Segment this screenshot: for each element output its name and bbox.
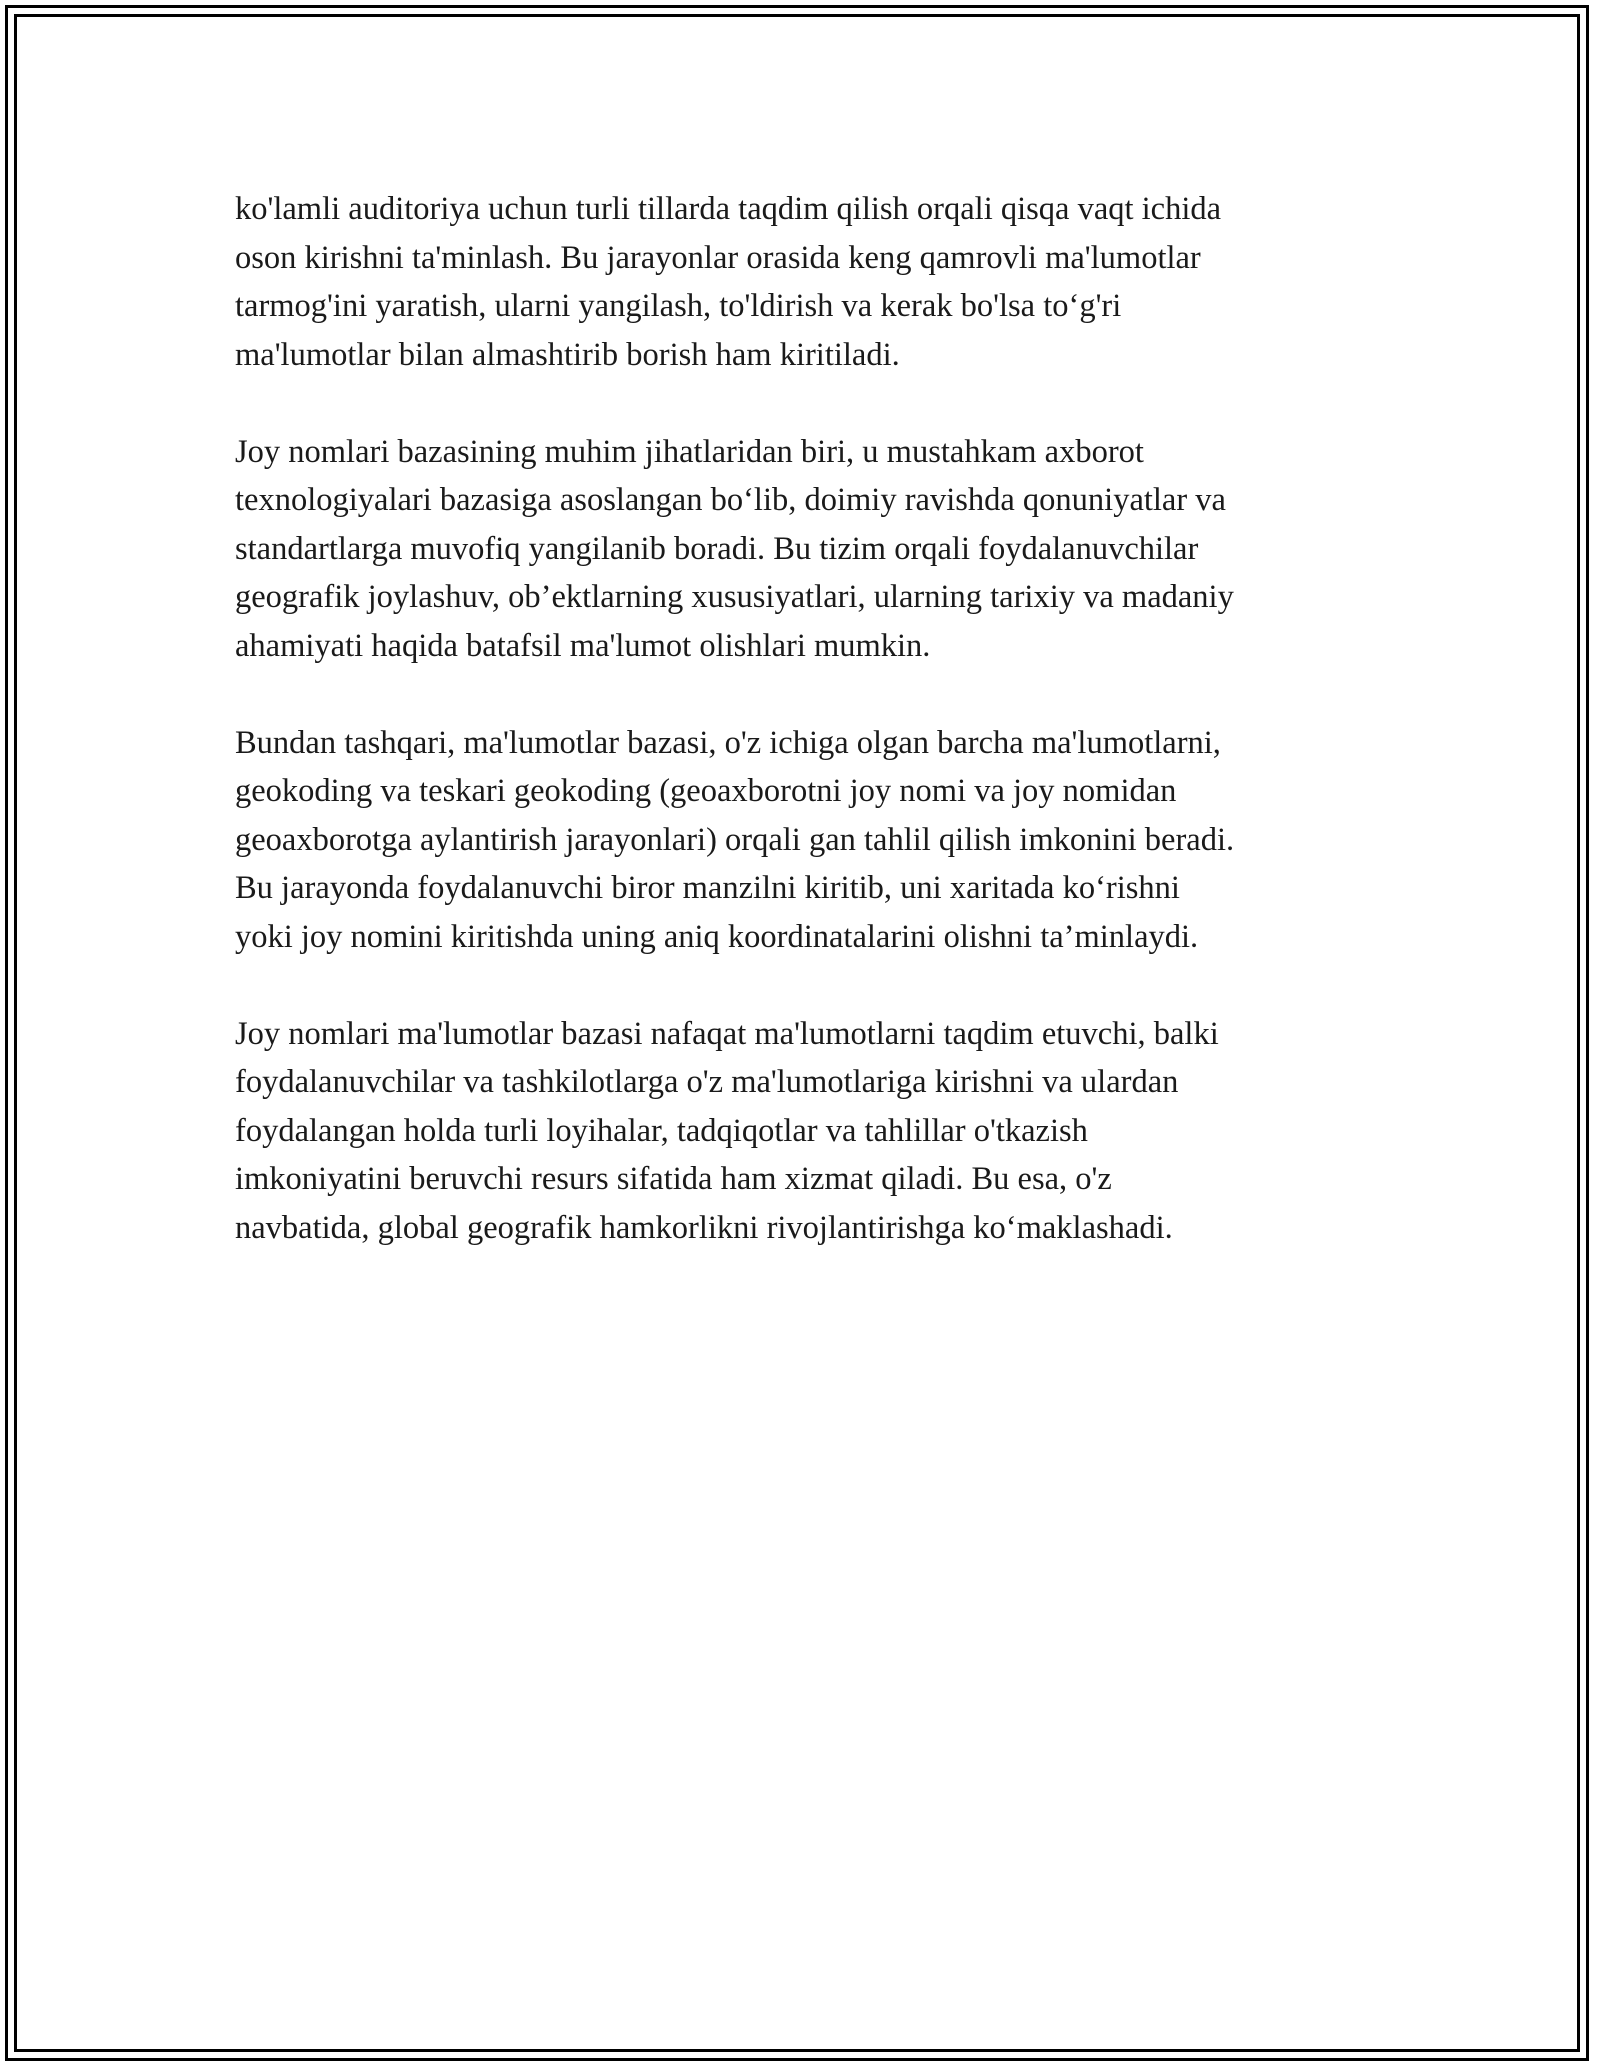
paragraph-4: Joy nomlari ma'lumotlar bazasi nafaqat ma'lumotlarni taqdim etuvchi, balki foydalanuvchilar va tashkilotlarga o'z ma'lumotlariga kirishni va ulardan foydalangan holda turli loyihalar, tadqiqotlar va tahlillar o'tkazish imkoniyatini beruvchi resurs sifatida ham xizmat qiladi. Bu esa, o'z navbatida, global geografik hamkorlikni rivojlantirishga ko‘maklashadi. [235, 1015, 1219, 1246]
paragraph-1: ko'lamli auditoriya uchun turli tillarda taqdim qilish orqali qisqa vaqt ichida oson kirishni ta'minlash. Bu jarayonlar orasida keng qamrovli ma'lumotlar tarmog'ini yaratish, ularni yangilash, to'ldirish va kerak bo'lsa to‘g'ri ma'lumotlar bilan almashtirib borish ham kiritiladi. [235, 191, 1222, 373]
paragraph-3: Bundan tashqari, ma'lumotlar bazasi, o'z ichiga olgan barcha ma'lumotlarni, geokoding va teskari geokoding (geoaxborotni joy nomi va joy nomidan geoaxborotga aylantirish jarayonlari) orqali gan tahlil qilish imkonini beradi. Bu jarayonda foydalanuvchi biror manzilni kiritib, uni xaritada ko‘rishni yoki joy nomini kiritishda uning aniq koordinatalarini olishni ta’minlaydi. [235, 724, 1235, 955]
document-body [235, 185, 1375, 1301]
paragraph-2: Joy nomlari bazasining muhim jihatlaridan biri, u mustahkam axborot texnologiyalari bazasiga asoslangan bo‘lib, doimiy ravishda qonuniyatlar va standartlarga muvofiq yangilanib boradi. Bu tizim orqali foydalanuvchilar geografik joylashuv, ob’ektlarning xususiyatlari, ularning tarixiy va madaniy ahamiyati haqida batafsil ma'lumot olishlari mumkin. [235, 433, 1234, 664]
